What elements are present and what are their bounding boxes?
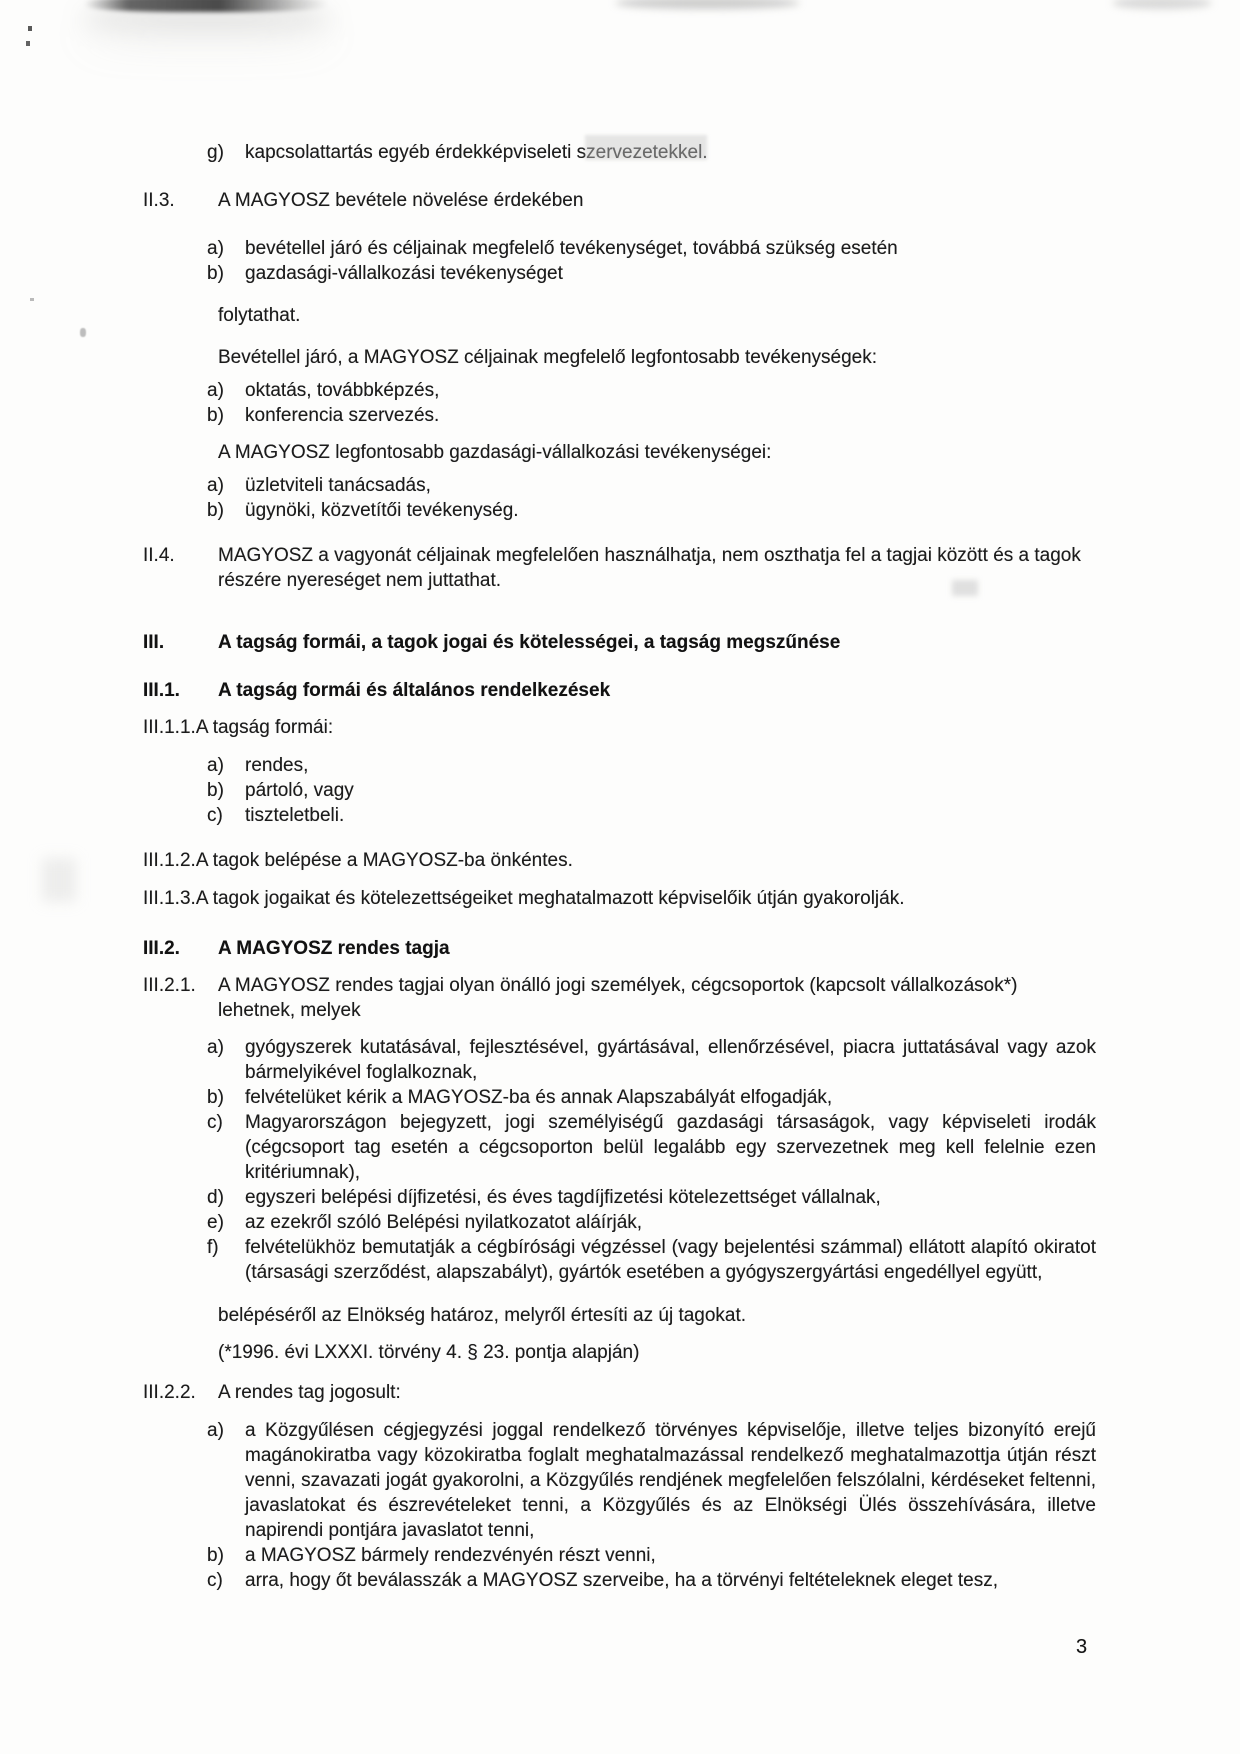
list-marker: c) — [207, 805, 223, 826]
list-marker: a) — [207, 755, 224, 776]
list-marker: b) — [207, 500, 224, 521]
heading-III — [143, 630, 1096, 655]
section-number: III.2.1. — [143, 975, 196, 996]
list-text: az ezekről szóló Belépési nyilatkozatot aláírják, — [245, 1212, 643, 1233]
scan-artifact-speck — [80, 328, 86, 337]
paragraph-belepes: belépéséről az Elnökség határoz, melyről értesíti az új tagokat. — [218, 1305, 747, 1326]
list-marker: e) — [207, 1212, 224, 1233]
list-marker: a) — [207, 1037, 224, 1058]
list-item-a — [207, 378, 1096, 403]
list-text: a Közgyűlésen cégjegyzési joggal rendelkező törvényes képviselője, illetve teljes bizonyító erejű magánokiratba vagy közokiratba foglalt meghatalmazással rendelkező meghatalmazottja útján részt venni, szavazati jogát gyakorolni, a Közgyűlés rendjének megfelelően felszólalni, kérdéseket feltenni, javaslatokat és észrevételeket tenni, a Közgyűlés és az Elnökségi Ülés összehívására, illetve napirendi pontjára javaslatot tenni, — [245, 1420, 1096, 1541]
list-item-b — [207, 778, 1096, 803]
paragraph-text: A tagok jogaikat és kötelezettségeiket meghatalmazott képviselőik útján gyakorolják. — [195, 888, 905, 909]
scan-artifact-speck — [26, 41, 30, 46]
section-number: III.1.2. — [143, 850, 196, 871]
section-title: A MAGYOSZ bevétele növelése érdekében — [218, 190, 584, 211]
section-title: A tagság formái, a tagok jogai és kötelességei, a tagság megszűnése — [218, 632, 841, 653]
list-text: arra, hogy őt beválasszák a MAGYOSZ szerveibe, ha a törvényi feltételeknek eleget tesz, — [245, 1570, 998, 1591]
section-text: MAGYOSZ a vagyonát céljainak megfelelően használhatja, nem oszthatja fel a tagjai között és a tagok részére nyereséget nem juttathat. — [218, 545, 1081, 591]
section-text: A MAGYOSZ rendes tagjai olyan önálló jogi személyek, cégcsoportok (kapcsolt vállalkozások*) lehetnek, melyek — [218, 975, 1018, 1021]
list-item-a — [207, 1035, 1096, 1085]
list-text: oktatás, továbbképzés, — [245, 380, 440, 401]
section-number: II.4. — [143, 545, 175, 566]
page-number: 3 — [1076, 1636, 1088, 1658]
scan-artifact-top-mid — [615, 0, 800, 9]
paragraph-III-1-3 — [143, 886, 1096, 911]
section-number: III.2.2. — [143, 1382, 196, 1403]
paragraph-folytathat: folytathat. — [218, 305, 301, 326]
list-item-a — [207, 236, 1096, 261]
list-marker: b) — [207, 1545, 224, 1566]
section-II-3 — [143, 188, 1096, 213]
list-item-b — [207, 1543, 1096, 1568]
list-text: a MAGYOSZ bármely rendezvényén részt venni, — [245, 1545, 656, 1566]
list-marker: c) — [207, 1570, 223, 1591]
section-number: III. — [143, 632, 165, 653]
list-text: kapcsolattartás egyéb érdekképviseleti szervezetekkel. — [245, 142, 708, 163]
section-III-2-1 — [143, 973, 1096, 1023]
scan-artifact-speck — [28, 26, 32, 31]
list-text: felvételükhöz bemutatják a cégbírósági végzéssel (vagy bejelentési számmal) ellátott alapító okiratot (társasági szerződést, alapszabályt), gyártók esetében a gyógyszergyártási engedéllyel együtt, — [245, 1237, 1096, 1283]
list-item-g — [207, 140, 1096, 165]
heading-III-2 — [143, 936, 1096, 961]
paragraph-text: A tagság formái: — [195, 717, 334, 738]
paragraph-text: A tagok belépése a MAGYOSZ-ba önkéntes. — [195, 850, 573, 871]
list-item-c — [207, 1568, 1096, 1593]
scan-artifact-top-bar — [83, 0, 331, 12]
list-text: konferencia szervezés. — [245, 405, 440, 426]
list-text: gyógyszerek kutatásával, fejlesztésével, gyártásával, ellenőrzésével, piacra juttatásával vagy azok bármelyikével foglalkoznak, — [245, 1037, 1096, 1083]
section-text: A rendes tag jogosult: — [218, 1382, 401, 1403]
list-marker: a) — [207, 380, 224, 401]
list-text: üzletviteli tanácsadás, — [245, 475, 431, 496]
paragraph-III-1-1 — [143, 715, 1096, 740]
list-marker: c) — [207, 1112, 223, 1133]
list-marker: f) — [207, 1237, 219, 1258]
list-text: gazdasági-vállalkozási tevékenységet — [245, 263, 563, 284]
list-item-f — [207, 1235, 1096, 1285]
section-title: A tagság formái és általános rendelkezések — [218, 680, 611, 701]
section-number: II.3. — [143, 190, 175, 211]
heading-III-1 — [143, 678, 1096, 703]
list-marker: g) — [207, 142, 224, 163]
section-number: III.1.1. — [143, 717, 196, 738]
list-marker: a) — [207, 238, 224, 259]
list-item-a — [207, 473, 1096, 498]
list-text: tiszteletbeli. — [245, 805, 345, 826]
list-item-b — [207, 261, 1096, 286]
list-text: egyszeri belépési díjfizetési, és éves tagdíjfizetési kötelezettséget vállalnak, — [245, 1187, 881, 1208]
list-marker: b) — [207, 780, 224, 801]
list-item-d — [207, 1185, 1096, 1210]
scan-artifact-speck — [30, 298, 34, 301]
list-marker: a) — [207, 1420, 224, 1441]
list-item-b — [207, 403, 1096, 428]
list-item-b — [207, 1085, 1096, 1110]
section-II-4 — [143, 543, 1096, 593]
paragraph-gazd-intro: A MAGYOSZ legfontosabb gazdasági-vállalkozási tevékenységei: — [218, 442, 772, 463]
paragraph-law-note: (*1996. évi LXXXI. törvény 4. § 23. pontja alapján) — [218, 1342, 640, 1363]
section-number: III.2. — [143, 938, 180, 959]
list-text: rendes, — [245, 755, 309, 776]
list-text: felvételüket kérik a MAGYOSZ-ba és annak Alapszabályát elfogadják, — [245, 1087, 833, 1108]
list-item-b — [207, 498, 1096, 523]
list-marker: b) — [207, 405, 224, 426]
paragraph-bevetel-intro: Bevétellel járó, a MAGYOSZ céljainak megfelelő legfontosabb tevékenységek: — [218, 347, 878, 368]
scan-artifact-blob — [42, 858, 76, 902]
list-item-c — [207, 1110, 1096, 1185]
list-text: pártoló, vagy — [245, 780, 354, 801]
list-marker: d) — [207, 1187, 224, 1208]
list-item-c — [207, 803, 1096, 828]
section-number: III.1.3. — [143, 888, 196, 909]
list-text: Magyarországon bejegyzett, jogi személyiségű gazdasági társaságok, vagy képviseleti irodák (cégcsoport tag esetén a cégcsoporton belül legalább egy szervezetnek meg kell felelnie ezen kritériumnak), — [245, 1112, 1096, 1183]
list-marker: b) — [207, 1087, 224, 1108]
list-item-e — [207, 1210, 1096, 1235]
list-text: bevétellel járó és céljainak megfelelő tevékenységet, továbbá szükség esetén — [245, 238, 898, 259]
scan-artifact-top-right — [1112, 0, 1212, 9]
document-content — [143, 140, 1096, 1593]
section-III-2-2 — [143, 1380, 1096, 1405]
list-item-a — [207, 1418, 1096, 1543]
list-item-a — [207, 753, 1096, 778]
section-number: III.1. — [143, 680, 180, 701]
paragraph-III-1-2 — [143, 848, 1096, 873]
list-text: ügynöki, közvetítői tevékenység. — [245, 500, 519, 521]
list-marker: a) — [207, 475, 224, 496]
list-marker: b) — [207, 263, 224, 284]
section-title: A MAGYOSZ rendes tagja — [218, 938, 450, 959]
